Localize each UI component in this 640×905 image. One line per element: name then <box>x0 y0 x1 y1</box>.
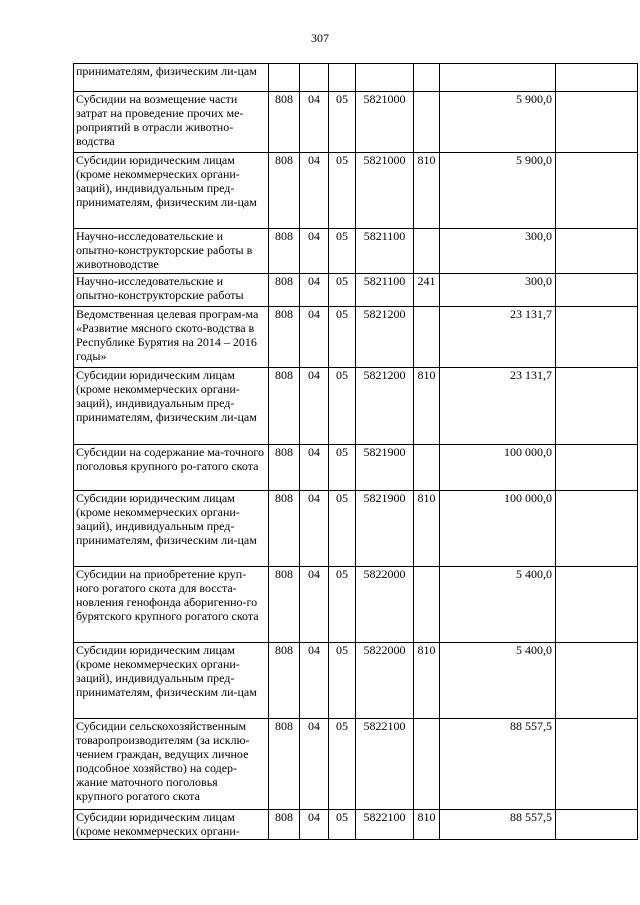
pr-code: 05 <box>329 92 356 153</box>
pr-code: 05 <box>329 307 356 368</box>
row-description: Субсидии юридическим лицам (кроме некоммерческих органи-заций), индивидуальным пред-принимателям, физическим ли-цам <box>74 153 269 229</box>
table-row <box>74 567 638 643</box>
rz-code: 04 <box>300 445 329 491</box>
extra-value <box>556 64 638 92</box>
rz-code: 04 <box>300 307 329 368</box>
gr-code: 808 <box>269 491 300 567</box>
amount-value: 5 400,0 <box>440 643 556 719</box>
rz-code: 04 <box>300 567 329 643</box>
row-description: Субсидии юридическим лицам (кроме некоммерческих органи-заций), индивидуальным пред-принимателям, физическим ли-цам <box>74 491 269 567</box>
extra-value <box>556 368 638 445</box>
gr-code: 808 <box>269 368 300 445</box>
csr-code <box>356 64 414 92</box>
pr-code: 05 <box>329 810 356 840</box>
extra-value <box>556 643 638 719</box>
csr-code: 5821100 <box>356 274 414 307</box>
gr-code: 808 <box>269 719 300 810</box>
vr-code <box>414 307 440 368</box>
budget-table <box>73 63 638 840</box>
table-row <box>74 274 638 307</box>
rz-code: 04 <box>300 719 329 810</box>
row-description: Научно-исследовательские и опытно-конструкторские работы в животноводстве <box>74 229 269 274</box>
extra-value <box>556 445 638 491</box>
row-description: Субсидии юридическим лицам (кроме некоммерческих органи-заций), индивидуальным пред-принимателям, физическим ли-цам <box>74 643 269 719</box>
rz-code: 04 <box>300 810 329 840</box>
table-row <box>74 719 638 810</box>
table-row <box>74 64 638 92</box>
amount-value <box>440 64 556 92</box>
amount-value: 88 557,5 <box>440 810 556 840</box>
table-row <box>74 307 638 368</box>
extra-value <box>556 567 638 643</box>
gr-code: 808 <box>269 92 300 153</box>
vr-code: 810 <box>414 368 440 445</box>
csr-code: 5821100 <box>356 229 414 274</box>
table-row <box>74 810 638 840</box>
extra-value <box>556 719 638 810</box>
extra-value <box>556 810 638 840</box>
table-row <box>74 491 638 567</box>
extra-value <box>556 92 638 153</box>
row-description: Субсидии на возмещение части затрат на проведение прочих ме-роприятий в отрасли животно-водства <box>74 92 269 153</box>
gr-code <box>269 64 300 92</box>
csr-code: 5821200 <box>356 307 414 368</box>
amount-value: 5 900,0 <box>440 153 556 229</box>
row-description: Ведомственная целевая програм-ма «Развитие мясного ското-водства в Республике Бурятия на 2014 – 2016 годы» <box>74 307 269 368</box>
rz-code: 04 <box>300 491 329 567</box>
vr-code <box>414 567 440 643</box>
csr-code: 5822100 <box>356 810 414 840</box>
rz-code: 04 <box>300 153 329 229</box>
table-row <box>74 368 638 445</box>
table-row <box>74 229 638 274</box>
vr-code <box>414 64 440 92</box>
row-description: Субсидии на приобретение круп-ного рогатого скота для восста-новления генофонда аборигенно-го бурятского крупного рогатого скота <box>74 567 269 643</box>
page-number: 307 <box>311 31 329 45</box>
extra-value <box>556 491 638 567</box>
amount-value: 100 000,0 <box>440 445 556 491</box>
vr-code <box>414 92 440 153</box>
amount-value: 100 000,0 <box>440 491 556 567</box>
csr-code: 5821200 <box>356 368 414 445</box>
vr-code: 810 <box>414 491 440 567</box>
csr-code: 5821000 <box>356 153 414 229</box>
csr-code: 5821900 <box>356 445 414 491</box>
pr-code: 05 <box>329 719 356 810</box>
vr-code <box>414 445 440 491</box>
csr-code: 5822000 <box>356 567 414 643</box>
vr-code <box>414 229 440 274</box>
gr-code: 808 <box>269 274 300 307</box>
rz-code: 04 <box>300 368 329 445</box>
amount-value: 5 900,0 <box>440 92 556 153</box>
amount-value: 5 400,0 <box>440 567 556 643</box>
amount-value: 300,0 <box>440 229 556 274</box>
table-row <box>74 445 638 491</box>
gr-code: 808 <box>269 810 300 840</box>
row-description: Субсидии юридическим лицам (кроме некоммерческих органи-заций), индивидуальным пред-принимателям, физическим ли-цам <box>74 368 269 445</box>
gr-code: 808 <box>269 229 300 274</box>
pr-code <box>329 64 356 92</box>
pr-code: 05 <box>329 229 356 274</box>
row-description: Субсидии на содержание ма-точного поголовья крупного ро-гатого скота <box>74 445 269 491</box>
rz-code: 04 <box>300 274 329 307</box>
pr-code: 05 <box>329 368 356 445</box>
rz-code: 04 <box>300 92 329 153</box>
vr-code: 810 <box>414 153 440 229</box>
gr-code: 808 <box>269 153 300 229</box>
table-row <box>74 92 638 153</box>
gr-code: 808 <box>269 307 300 368</box>
gr-code: 808 <box>269 567 300 643</box>
gr-code: 808 <box>269 643 300 719</box>
pr-code: 05 <box>329 491 356 567</box>
table-row <box>74 643 638 719</box>
csr-code: 5821000 <box>356 92 414 153</box>
amount-value: 23 131,7 <box>440 307 556 368</box>
csr-code: 5821900 <box>356 491 414 567</box>
amount-value: 88 557,5 <box>440 719 556 810</box>
pr-code: 05 <box>329 153 356 229</box>
gr-code: 808 <box>269 445 300 491</box>
extra-value <box>556 153 638 229</box>
vr-code: 810 <box>414 643 440 719</box>
pr-code: 05 <box>329 274 356 307</box>
amount-value: 300,0 <box>440 274 556 307</box>
vr-code: 241 <box>414 274 440 307</box>
csr-code: 5822100 <box>356 719 414 810</box>
table-row <box>74 153 638 229</box>
rz-code <box>300 64 329 92</box>
extra-value <box>556 307 638 368</box>
vr-code: 810 <box>414 810 440 840</box>
csr-code: 5822000 <box>356 643 414 719</box>
row-description: Научно-исследовательские и опытно-конструкторские работы <box>74 274 269 307</box>
row-description: принимателям, физическим ли-цам <box>74 64 269 92</box>
row-description: Субсидии юридическим лицам (кроме некоммерческих органи- <box>74 810 269 840</box>
extra-value <box>556 274 638 307</box>
row-description: Субсидии сельскохозяйственным товаропроизводителям (за исклю-чением граждан, ведущих личное подсобное хозяйство) на содер-жание маточного поголовья крупного рогатого скота <box>74 719 269 810</box>
rz-code: 04 <box>300 643 329 719</box>
pr-code: 05 <box>329 643 356 719</box>
extra-value <box>556 229 638 274</box>
rz-code: 04 <box>300 229 329 274</box>
amount-value: 23 131,7 <box>440 368 556 445</box>
pr-code: 05 <box>329 567 356 643</box>
vr-code <box>414 719 440 810</box>
pr-code: 05 <box>329 445 356 491</box>
